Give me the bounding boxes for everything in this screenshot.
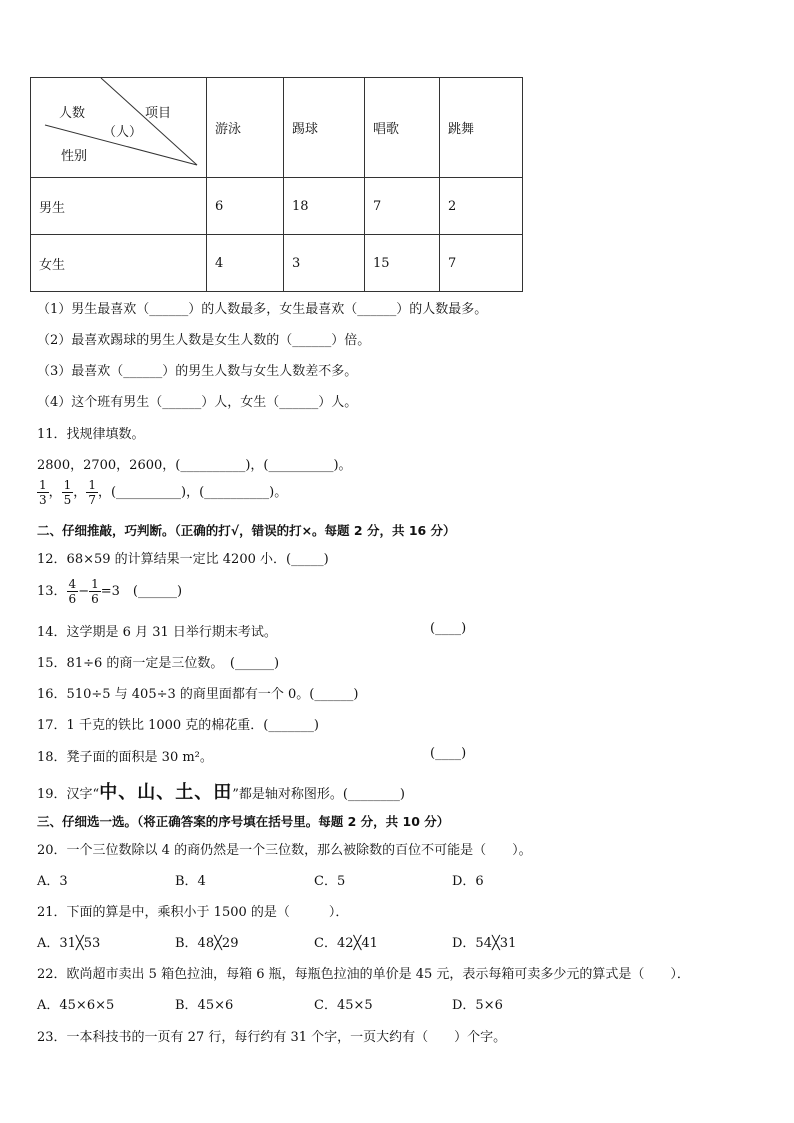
q21: 21．下面的算是中，乘积小于 1500 的是（ ）．	[37, 905, 349, 920]
row-label: 女生	[31, 235, 207, 292]
section-2-heading: 二、仔细推敲，巧判断。（正确的打√，错误的打×。每题 2 分，共 16 分）	[37, 523, 456, 538]
q12: 12．68×59 的计算结果一定比 4200 小．(_____)	[37, 552, 329, 567]
q20-option-a: A．3	[37, 874, 68, 889]
q21-option-b: B．48╳29	[175, 936, 239, 951]
q15: 15．81÷6 的商一定是三位数。 (______)	[37, 656, 280, 671]
fraction: $\frac{4}{6}$	[68, 577, 77, 606]
q10-sub4: （4）这个班有男生（______）人，女生（______）人。	[37, 395, 358, 410]
q17: 17．1 千克的铁比 1000 克的棉花重．(_______)	[37, 718, 319, 733]
q18-text: 18．凳子面的面积是 30 m²。	[37, 750, 213, 765]
fraction: $\frac{1}{3}$	[39, 478, 47, 507]
table-cell: 7	[365, 178, 440, 235]
table-cell: 4	[207, 235, 284, 292]
q21-option-c: C．42╳41	[314, 936, 378, 951]
q20-option-b: B．4	[175, 874, 206, 889]
row-label: 男生	[31, 178, 207, 235]
q11-sequence-line: 2800，2700，2600，(__________)，(__________)。	[37, 458, 352, 473]
fraction: $\frac{1}{7}$	[88, 478, 96, 507]
q20-option-d: D．6	[452, 874, 484, 889]
diag-label-gender: 性别	[61, 149, 88, 164]
q22-option-d: D．5×6	[452, 998, 503, 1013]
q14-text: 14．这学期是 6 月 31 日举行期末考试。	[37, 625, 277, 640]
diag-label-unit: （人）	[103, 125, 143, 140]
q16: 16．510÷5 与 405÷3 的商里面都有一个 0。(______)	[37, 687, 359, 702]
table-header-cell: 游泳	[207, 78, 284, 178]
table-cell: 2	[440, 178, 523, 235]
q19: 19．汉字“中、山、土、田”都是轴对称图形。(________)	[37, 782, 405, 803]
survey-table	[30, 77, 523, 292]
fraction: $\frac{1}{5}$	[63, 478, 72, 507]
q20-option-c: C．5	[314, 874, 346, 889]
q10-sub1: （1）男生最喜欢（______）的人数最多，女生最喜欢（______）的人数最多。	[37, 302, 488, 317]
diag-label-item: 项目	[145, 106, 172, 121]
table-cell: 15	[365, 235, 440, 292]
table-cell: 6	[207, 178, 284, 235]
q10-sub3: （3）最喜欢（______）的男生人数与女生人数差不多。	[37, 364, 358, 379]
q20: 20．一个三位数除以 4 的商仍然是一个三位数，那么被除数的百位不可能是（ ）。	[37, 843, 532, 858]
diag-label-people: 人数	[59, 106, 86, 121]
q11-fraction-tail: ，(__________)，(__________)。	[97, 485, 288, 500]
table-row	[31, 178, 523, 235]
q23: 23．一本科技书的一页有 27 行，每行约有 31 个字，一页大约有（ ）个字。	[37, 1030, 507, 1045]
table-header-row	[31, 78, 523, 178]
q13: 13． $\frac{4}{6}$ − $\frac{1}{6}$ =3 (______)	[37, 577, 183, 606]
table-header-cell: 踢球	[284, 78, 365, 178]
q18-blank: (____)	[430, 746, 467, 761]
section-3-heading: 三、仔细选一选。（将正确答案的序号填在括号里。每题 2 分，共 10 分）	[37, 814, 450, 829]
q11-title: 11．找规律填数。	[37, 427, 145, 442]
q22-option-a: A．45×6×5	[37, 998, 115, 1013]
q22: 22．欧尚超市卖出 5 箱色拉油，每箱 6 瓶，每瓶色拉油的单价是 45 元，表示每箱可卖多少元的算式是（ ）．	[37, 967, 690, 982]
table-cell: 18	[284, 178, 365, 235]
diagonal-header-cell	[31, 78, 207, 178]
q21-option-a: A．31╳53	[37, 936, 101, 951]
q22-option-c: C．45×5	[314, 998, 373, 1013]
table-cell: 7	[440, 235, 523, 292]
table-header-cell: 唱歌	[365, 78, 440, 178]
fraction: $\frac{1}{6}$	[91, 577, 99, 606]
table-cell: 3	[284, 235, 365, 292]
q19-chars: 中、山、土、田	[99, 782, 233, 803]
q14-blank: (____)	[430, 621, 467, 636]
table-header-cell: 跳舞	[440, 78, 523, 178]
table-row	[31, 235, 523, 292]
q22-option-b: B．45×6	[175, 998, 234, 1013]
q10-sub2: （2）最喜欢踢球的男生人数是女生人数的（______）倍。	[37, 333, 371, 348]
q11-fraction-line: $\frac{1}{3}$ ， $\frac{1}{5}$ ， $\frac{1}{7}$ ，(__________)，(__________)。	[39, 478, 288, 507]
q21-option-d: D．54╳31	[452, 936, 517, 951]
